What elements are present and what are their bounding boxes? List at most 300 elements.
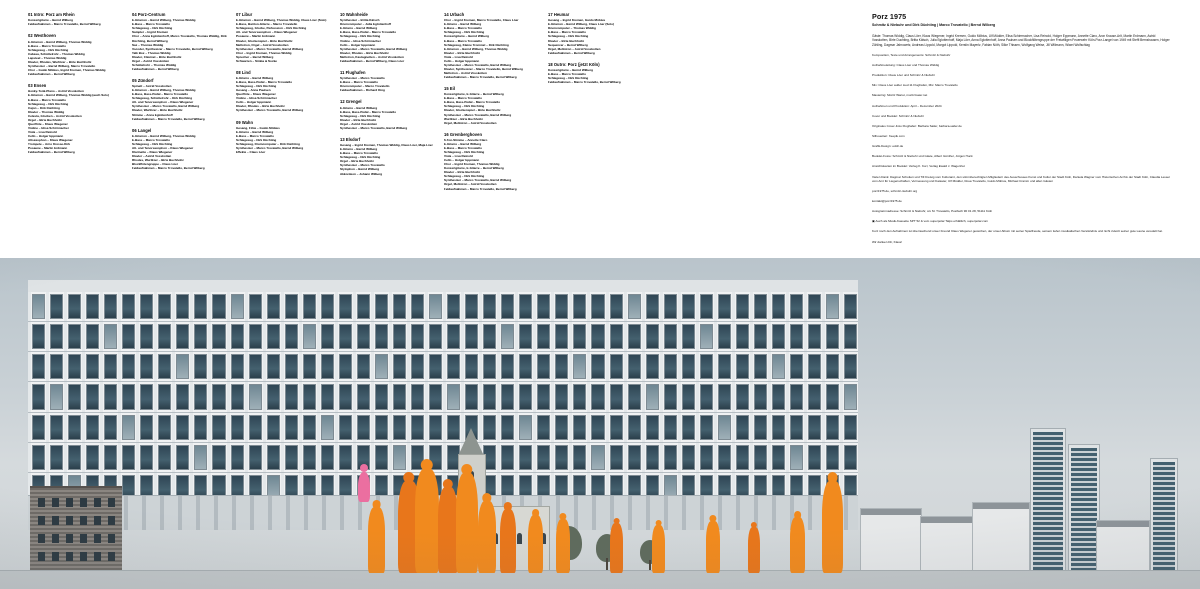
facade-pier — [100, 322, 103, 351]
facade-window — [501, 354, 514, 379]
facade-window — [303, 294, 316, 319]
facade-pier — [642, 382, 645, 411]
base-column — [664, 496, 668, 530]
facade-pier — [389, 382, 392, 411]
facade-window — [537, 294, 550, 319]
facade-window — [393, 384, 406, 409]
facade-pier — [335, 352, 338, 381]
facade-window — [718, 384, 731, 409]
facade-pier — [353, 292, 356, 321]
facade-pier — [624, 382, 627, 411]
facade-pier — [118, 322, 121, 351]
facade-pier — [840, 292, 843, 321]
facade-window — [194, 324, 207, 349]
facade-window — [826, 294, 839, 319]
track-title: Wahn — [241, 119, 253, 125]
track-title: Heumar — [553, 12, 570, 17]
track-title: Gremberghoven — [449, 131, 482, 137]
facade-pier — [371, 382, 374, 411]
facade-floor — [28, 352, 858, 382]
credit-line: E-Bass – Marco Trovatello — [444, 146, 482, 151]
facade-window — [591, 415, 604, 440]
facade-pier — [100, 292, 103, 321]
facade-window — [231, 354, 244, 379]
facade-pier — [154, 292, 157, 321]
facade-pier — [786, 443, 789, 472]
facade-window — [700, 294, 713, 319]
facade-pier — [786, 382, 789, 411]
facade-pier — [353, 322, 356, 351]
credit-line: E-Gitarre – Bernd Wilberg — [340, 26, 378, 31]
brick-window — [108, 498, 115, 507]
facade-pier — [100, 443, 103, 472]
email-line[interactable]: kontakt@porz1975.de — [872, 198, 902, 203]
person-head — [461, 464, 472, 475]
facade-window — [176, 294, 189, 319]
facade-pier — [28, 322, 31, 351]
facade-pier — [696, 292, 699, 321]
facade-pier — [46, 322, 49, 351]
track-title: Langel — [137, 127, 152, 133]
facade-pier — [587, 443, 590, 472]
facade-pier — [245, 382, 248, 411]
credit-line: Schwarren – Simba & Socke — [236, 58, 277, 63]
track-block — [340, 70, 444, 92]
facade-pier — [263, 382, 266, 411]
facade-window — [844, 415, 857, 440]
facade-pier — [660, 382, 663, 411]
brick-window — [108, 552, 115, 561]
facade-window — [718, 324, 731, 349]
facade-pier — [118, 292, 121, 321]
credit-line: Violine – Elisa Schirrmacher — [236, 96, 277, 101]
brick-window — [94, 552, 101, 561]
credit-line: Drumcomputer – Julia Eglottenhoff — [340, 22, 391, 27]
credit-line: Synthesizer – Marco Trovatello, Bernd Wilberg — [340, 46, 408, 51]
facade-pier — [822, 413, 825, 442]
facade-pier — [606, 413, 609, 442]
facade-window — [303, 445, 316, 470]
facade-pier — [227, 352, 230, 381]
facade-pier — [281, 352, 284, 381]
facade-pier — [696, 413, 699, 442]
credit-line: Klavier – Birte Buchholtz — [340, 117, 377, 122]
facade-pier — [118, 413, 121, 442]
facade-window — [104, 445, 117, 470]
facade-pier — [335, 382, 338, 411]
facade-pier — [82, 413, 85, 442]
facade-window — [790, 294, 803, 319]
facade-window — [249, 354, 262, 379]
track-title: Lind — [241, 69, 251, 75]
facade-floor — [28, 382, 858, 412]
base-column — [304, 496, 308, 530]
facade-pier — [533, 352, 536, 381]
facade-window — [140, 354, 153, 379]
credit-line: Schlagzeug – Dirk Düchting — [444, 104, 485, 109]
facade-pier — [768, 292, 771, 321]
credit-line: E-Bass – Marco Trovatello — [340, 80, 378, 85]
facade-pier — [299, 322, 302, 351]
base-column — [682, 496, 686, 530]
facade-pier — [190, 382, 193, 411]
credit-line: Klavier – Birte Buchholtz — [444, 170, 481, 175]
facade-pier — [389, 443, 392, 472]
credit-line: Blockflötengruppe – Claus Löer — [132, 162, 179, 167]
base-column — [268, 496, 272, 530]
facade-pier — [606, 292, 609, 321]
facade-window — [754, 445, 767, 470]
facade-pier — [840, 413, 843, 442]
facade-pier — [136, 443, 139, 472]
facade-pier — [28, 352, 31, 381]
facade-pier — [822, 382, 825, 411]
credit-line: Schlagzeug, Kleine Trommel – Dirk Düchting — [444, 42, 509, 47]
credit-line: Feldaufnahmen – Bernd Wilberg — [548, 50, 595, 55]
facade-pier — [479, 382, 482, 411]
credit-line: Schlagzeug – Dirk Düchting — [444, 150, 485, 155]
facade-window — [826, 384, 839, 409]
facade-pier — [82, 352, 85, 381]
facade-window — [86, 354, 99, 379]
facade-pier — [64, 443, 67, 472]
facade-window — [267, 324, 280, 349]
facade-window — [628, 354, 641, 379]
facade-window — [429, 324, 442, 349]
facade-window — [736, 415, 749, 440]
facade-pier — [407, 352, 410, 381]
facade-window — [754, 294, 767, 319]
facade-pier — [569, 382, 572, 411]
facade-pier — [678, 382, 681, 411]
facade-pier — [660, 443, 663, 472]
track-number: 07 — [236, 12, 241, 17]
facade-window — [32, 324, 45, 349]
facade-pier — [533, 322, 536, 351]
facade-window — [339, 324, 352, 349]
facade-window — [68, 415, 81, 440]
credit-line: Klarinette – Klaus Wiegener — [132, 150, 173, 155]
facade-window — [772, 354, 785, 379]
credit-line: Klavier – Birte Buchholtz — [548, 38, 585, 43]
facade-pier — [118, 352, 121, 381]
facade-window — [610, 445, 623, 470]
facade-window — [808, 415, 821, 440]
facade-window — [790, 415, 803, 440]
credit-line: Synthesizer – Britta Kätsch — [340, 18, 380, 23]
credit-line: E-Bass – Marco Trovatello — [132, 137, 170, 142]
facade-pier — [642, 443, 645, 472]
facade-pier — [118, 443, 121, 472]
facade-window — [700, 415, 713, 440]
base-column — [196, 496, 200, 530]
credit-line: E-Gitarre – Bernd Wilberg — [444, 142, 482, 147]
facade-floor — [28, 292, 858, 322]
credit-line: Trompete – Arno Kresse-Kirk — [28, 142, 71, 147]
credit-line: Synthesizer – Marco Trovatello, Bernd Wilberg — [236, 146, 304, 151]
cassette-note: ▣ Auch als Musik-Kassette SPT 52 & vom superpolar Talps erhältlich, superpolar.com — [872, 219, 989, 224]
facade-window — [303, 415, 316, 440]
facade-window — [68, 354, 81, 379]
facade-window — [483, 324, 496, 349]
facade-pier — [606, 382, 609, 411]
facade-window — [537, 324, 550, 349]
credit-line: Feldaufnahmen – Marco Trovatello, Bernd Wilberg — [444, 74, 517, 79]
facade-window — [249, 324, 262, 349]
facade-window — [357, 415, 370, 440]
facade-pier — [353, 352, 356, 381]
facade-pier — [425, 352, 428, 381]
credit-line: Feldaufnahmen – Marco Trovatello, Bernd Wilberg — [548, 80, 621, 85]
facade-pier — [407, 382, 410, 411]
facade-window — [447, 384, 460, 409]
credit-line: Feldaufnahmen – Marco Trovatello, Bernd Wilberg — [28, 22, 101, 27]
facade-pier — [335, 292, 338, 321]
facade-pier — [425, 322, 428, 351]
facade-window — [122, 324, 135, 349]
facade-pier — [245, 352, 248, 381]
facade-pier — [461, 292, 464, 321]
facade-pier — [353, 382, 356, 411]
facade-pier — [443, 292, 446, 321]
cover-photo-credit: Originales Cover-Foto Flughafen: Barbara Sailer, barbara-sailer.de — [872, 123, 962, 128]
facade-pier — [587, 322, 590, 351]
mastering-credit: Mastering: Moritz Wanst, moritzmaier.net — [872, 93, 928, 98]
facade-pier — [100, 413, 103, 442]
credit-line: Konzertgitarre – Bernd Wilberg — [28, 18, 74, 23]
facade-window — [573, 384, 586, 409]
facade-window — [772, 384, 785, 409]
facade-window — [411, 354, 424, 379]
facade-pier — [624, 292, 627, 321]
base-column — [844, 496, 848, 530]
facade-window — [465, 294, 478, 319]
person-head — [403, 472, 414, 483]
track-block — [236, 120, 340, 155]
track-title: Flughafen — [345, 69, 366, 75]
brick-window — [108, 534, 115, 543]
facade-window — [50, 415, 63, 440]
facade-window — [772, 294, 785, 319]
person-head — [443, 479, 453, 489]
facade-window — [50, 294, 63, 319]
credit-line: Drumcomputer – Marco Trovatello — [340, 84, 390, 89]
facade-window — [429, 354, 442, 379]
credit-line: E-Bass – Marco Trovatello — [444, 26, 482, 31]
person-silhouette — [438, 487, 458, 573]
credit-line: E-Bass, Bass-Pedal – Marco Trovatello — [444, 100, 501, 105]
facade-pier — [786, 413, 789, 442]
facade-window — [591, 354, 604, 379]
facade-pier — [154, 413, 157, 442]
credit-line: Viola – Lisa Reinold — [444, 54, 473, 59]
facade-pier — [804, 382, 807, 411]
facade-pier — [46, 413, 49, 442]
facade-pier — [245, 413, 248, 442]
facade-window — [591, 384, 604, 409]
facade-pier — [28, 413, 31, 442]
facade-pier — [696, 322, 699, 351]
facade-window — [537, 354, 550, 379]
track-block — [236, 70, 340, 113]
track-number: 17 — [548, 12, 553, 17]
person-silhouette — [368, 507, 385, 573]
facade-window — [519, 415, 532, 440]
track-number: 02 — [28, 33, 33, 39]
credit-line: Klavier – Thomas Widdig — [28, 109, 65, 114]
facade-pier — [750, 413, 753, 442]
credit-line: E-Gitarre – Bernd Wilberg — [340, 147, 378, 152]
credit-line: Klavier, Clavinet – Birte Buchholtz — [132, 54, 182, 59]
facade-pier — [227, 413, 230, 442]
facade-window — [375, 384, 388, 409]
facade-pier — [407, 443, 410, 472]
facade-window — [176, 324, 189, 349]
facade-floor — [28, 322, 858, 352]
track-block — [132, 128, 236, 171]
credit-line: Viola – Lisa Reinold — [444, 154, 473, 159]
facade-window — [483, 384, 496, 409]
facade-window — [32, 415, 45, 440]
facade-window — [68, 324, 81, 349]
facade-window — [555, 384, 568, 409]
facade-pier — [371, 352, 374, 381]
facade-pier — [64, 352, 67, 381]
facade-pier — [425, 382, 428, 411]
facade-pier — [190, 292, 193, 321]
facade-pier — [515, 352, 518, 381]
mix-credit: Mix: Claus Löer außer Lied 11 Flughafen, Mix: Marco Trovatello — [872, 83, 958, 88]
facade-window — [664, 384, 677, 409]
facade-window — [339, 384, 352, 409]
facade-window — [844, 294, 857, 319]
credit-line: Feldaufnahmen – Richard King — [340, 88, 385, 93]
person-head — [709, 515, 716, 522]
facade-pier — [642, 322, 645, 351]
facade-window — [808, 445, 821, 470]
base-column — [142, 496, 146, 530]
facade-window — [321, 384, 334, 409]
facade-window — [591, 445, 604, 470]
credit-line: Schlagzeug – Dirk Düchting — [340, 155, 381, 160]
credits-column-1 — [28, 12, 132, 161]
facade-window — [628, 294, 641, 319]
facade-window — [718, 294, 731, 319]
facade-pier — [299, 382, 302, 411]
facade-window — [86, 445, 99, 470]
postal-address: Autogrammadresse: Schmitz & Niebuhr, c/o M. Trovatello, Postfach 90 01 28, 51111 Köln — [872, 209, 993, 214]
cover-booklet-credit: Cover und Booklet: Schmitz & Niebuhr — [872, 113, 924, 118]
facade-window — [826, 324, 839, 349]
facade-window — [411, 294, 424, 319]
base-column — [322, 496, 326, 530]
person-silhouette — [456, 473, 478, 573]
credit-line: E-Gitarren – Bernd Wilberg, Claus Löer (Solo) — [548, 22, 614, 27]
credit-line: Celesta, Glocken – Astrid Vosskotten — [28, 113, 82, 118]
credit-line: Schlagzeug – Dirk Düchting — [236, 84, 277, 89]
credit-line: E-Gitarren – Bernd Wilberg, Thomas Widdig, Claus Löer (Solo) — [236, 18, 327, 23]
track-title: Urbach — [449, 12, 465, 17]
facade-window — [826, 445, 839, 470]
credit-line: Querflöte – Klaus Wiegener — [28, 121, 68, 126]
facade-pier — [768, 322, 771, 351]
facade-window — [194, 294, 207, 319]
guests-paragraph: Gäste: Thomas Widdig, Claus Löer, Klaus Wiegener, Ingrid Kremen, Guido Möbius, Ulf Müdder, Elisa Schirrmacher, Lisa Reinold, Holger Eppmann, Annette Claro, Aron Krause-Arlt, Martin Erdmann, Astrid Vosskotten, Birte Duchting, Britta Kätsch, Julia Eglottenhoff, Maja Löer, Anna Eglottenhoff, Anna Paulsen und Blockflötengruppe der Freiwilligen Feuerwehr Köln-Porz-Langel von 1949 mit Steffi Bernshausen, Holger Zühling, Dagmar Jahrowetz, Andreas Lippold, Margot Lippold, Kerstin Mayerlz, Fabian Nöth, Silke Thissen, Wolfgang Weise, Jill Willmann, Wiwei Wolfschlag — [872, 34, 1170, 47]
facade-pier — [497, 413, 500, 442]
credit-line: E-Gitarren – Bernd Wilberg, Thomas Widdig — [132, 133, 196, 138]
facade-pier — [678, 443, 681, 472]
facade-window — [646, 324, 659, 349]
facade-pier — [389, 322, 392, 351]
facade-pier — [714, 382, 717, 411]
track-title: Westhoven — [33, 33, 56, 39]
person-silhouette — [822, 481, 843, 573]
facade-window — [501, 294, 514, 319]
facade-window — [844, 324, 857, 349]
credit-line: Gesang, Flöte – Guido Möbius — [236, 125, 280, 130]
base-column — [178, 496, 182, 530]
facade-window — [140, 384, 153, 409]
website-line[interactable]: porz1975.de, schmitz-niebuhr.org — [872, 188, 918, 193]
facade-pier — [624, 413, 627, 442]
facade-pier — [461, 382, 464, 411]
facade-pier — [172, 292, 175, 321]
credit-line: Cello – Holger Eppmann — [340, 42, 376, 47]
facade-window — [573, 324, 586, 349]
facade-pier — [317, 382, 320, 411]
track-number: 06 — [132, 127, 137, 133]
facade-window — [465, 384, 478, 409]
track-number: 16 — [444, 131, 449, 137]
facade-pier — [732, 413, 735, 442]
facade-pier — [624, 443, 627, 472]
person-head — [751, 522, 757, 528]
credit-line: E-Bass – Marco Trovatello — [548, 30, 586, 35]
credit-line: Feldaufnahmen – Bernd Wilberg — [28, 72, 75, 77]
facade-window — [844, 445, 857, 470]
booklet-photos-credit: Booklet-Fotos: Schmitz & Niebuhr und Gäste, Albert Günther, Jürgen Huck — [872, 154, 973, 159]
facade-window — [375, 294, 388, 319]
credits-column-2 — [132, 12, 236, 177]
facade-window — [375, 324, 388, 349]
facade-window — [393, 445, 406, 470]
base-column — [250, 496, 254, 530]
credit-line: Cello – Holger Eppmann — [444, 58, 480, 63]
person-head — [559, 513, 566, 520]
credit-line: Feldaufnahmen – Marco Trovatello, Bernd Wilberg — [444, 186, 517, 191]
credit-line: E-Bass – Marco Trovatello — [28, 43, 66, 48]
facade-window — [483, 354, 496, 379]
credit-line: Rhodes, Wurlitzer – Birte Buchholtz — [132, 158, 184, 163]
facade-window — [411, 324, 424, 349]
base-column — [736, 496, 740, 530]
credit-line: Violine – Elisa Schirrmacher — [340, 38, 381, 43]
facade-window — [447, 354, 460, 379]
facade-window — [555, 445, 568, 470]
track-number: 08 — [236, 69, 241, 75]
facade-window — [176, 354, 189, 379]
facade-window — [700, 445, 713, 470]
facade-window — [267, 354, 280, 379]
facade-pier — [732, 443, 735, 472]
facade-pier — [443, 352, 446, 381]
facade-window — [736, 445, 749, 470]
facade-window — [140, 415, 153, 440]
facade-window — [158, 294, 171, 319]
credit-line: E-Gitarre – Bernd Wilberg — [340, 105, 378, 110]
facade-pier — [281, 413, 284, 442]
facade-pier — [732, 292, 735, 321]
